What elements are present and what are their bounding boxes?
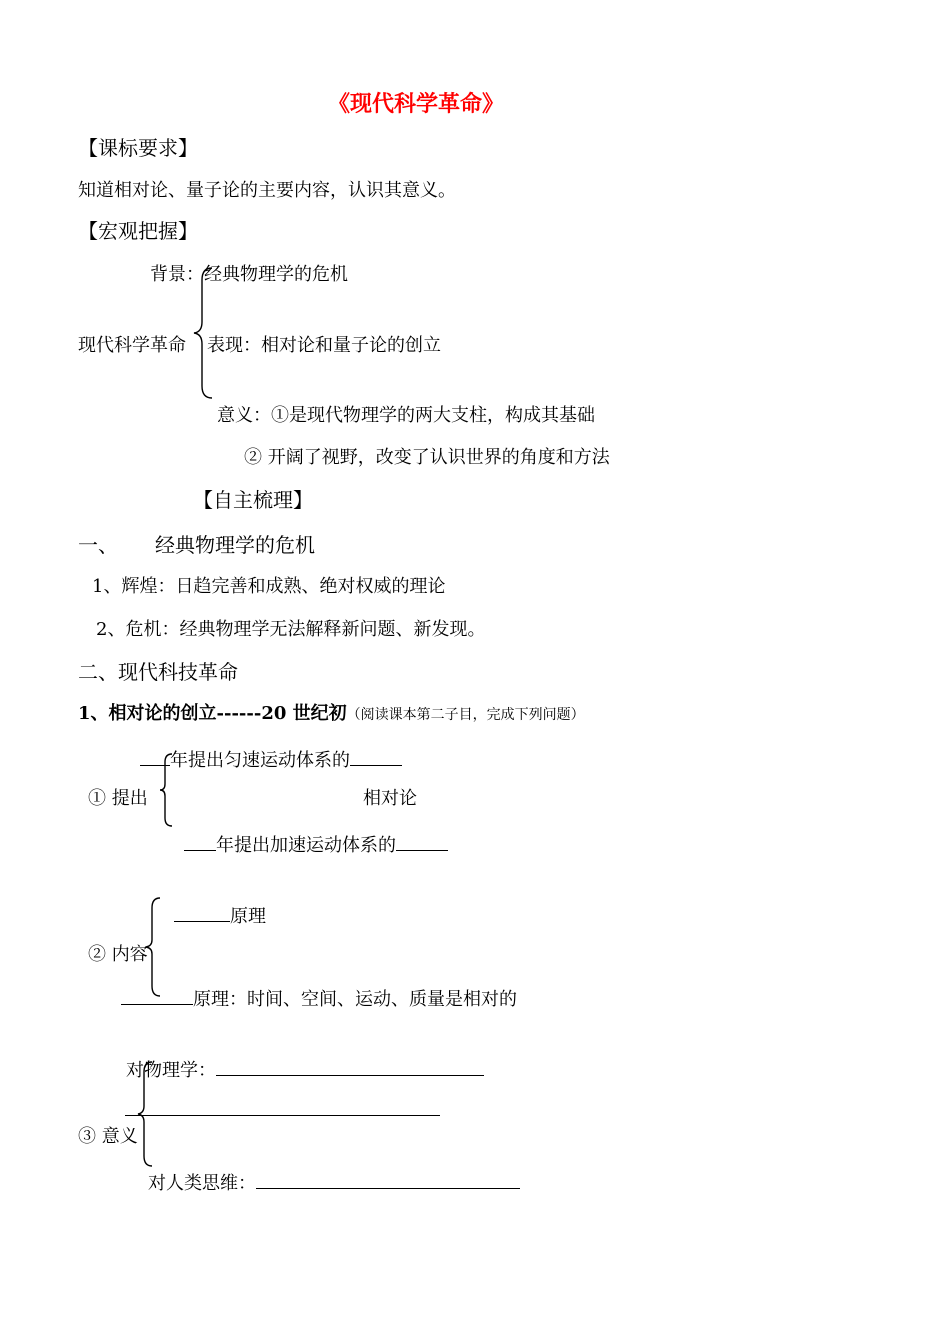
item1-text: 1、辉煌：日趋完善和成熟、绝对权威的理论	[92, 576, 446, 597]
tichu-line1: 年提出匀速运动体系的	[140, 748, 402, 770]
kebiao-text: 知道相对论、量子论的主要内容，认识其意义。	[78, 180, 456, 201]
section-heading-zizhu: 【自主梳理】	[193, 488, 313, 512]
siwei-blank[interactable]	[256, 1171, 520, 1189]
beijing-text: 背景：经典物理学的危机	[150, 264, 348, 285]
yiyi-label: ③ 意义	[78, 1126, 138, 1147]
year-blank-2[interactable]	[184, 833, 216, 851]
sub1-note: （阅读课本第二子目，完成下列问题）	[346, 707, 585, 723]
part1-title: 经典物理学的危机	[155, 533, 315, 557]
sub1-heading	[78, 705, 585, 723]
yiyi1-text: 意义：①是现代物理学的两大支柱，构成其基础	[217, 405, 595, 426]
tichu-center: 相对论	[363, 788, 417, 809]
yiyi-wuli: 对物理学：	[126, 1058, 484, 1080]
page-title: 《现代科学革命》	[328, 91, 505, 117]
wuli-blank[interactable]	[216, 1058, 484, 1076]
brace-icon	[136, 1060, 156, 1168]
tichu-line2: 年提出加速运动体系的	[184, 833, 448, 855]
part2-title: 二、现代科技革命	[78, 660, 238, 684]
part1-num: 一、	[78, 533, 118, 557]
yiyi-siwei: 对人类思维：	[148, 1171, 520, 1193]
neirong-line2: 原理：时间、空间、运动、质量是相对的	[121, 987, 517, 1009]
section-heading-hongguan: 【宏观把握】	[78, 219, 198, 243]
brace-icon	[158, 752, 176, 828]
item2-text: 2、危机：经典物理学无法解释新问题、新发现。	[96, 619, 486, 640]
biaoxian-text: 表现：相对论和量子论的创立	[207, 335, 441, 356]
tichu-label: ① 提出	[88, 788, 148, 809]
brace-icon	[192, 266, 216, 400]
yiyi-extra-line[interactable]	[125, 1115, 440, 1116]
root-label: 现代科学革命	[78, 335, 186, 356]
answer-blank-1[interactable]	[350, 748, 402, 766]
sub1-bold: 1、相对论的创立------20 世纪初	[78, 703, 347, 724]
principle-blank-2[interactable]	[121, 987, 193, 1005]
neirong-label: ② 内容	[88, 944, 148, 965]
yiyi2-text: ② 开阔了视野，改变了认识世界的角度和方法	[244, 447, 610, 468]
section-heading-kebiao: 【课标要求】	[78, 136, 198, 160]
answer-blank-2[interactable]	[396, 833, 448, 851]
principle-blank-1[interactable]	[174, 904, 230, 922]
neirong-line1: 原理	[174, 904, 266, 926]
